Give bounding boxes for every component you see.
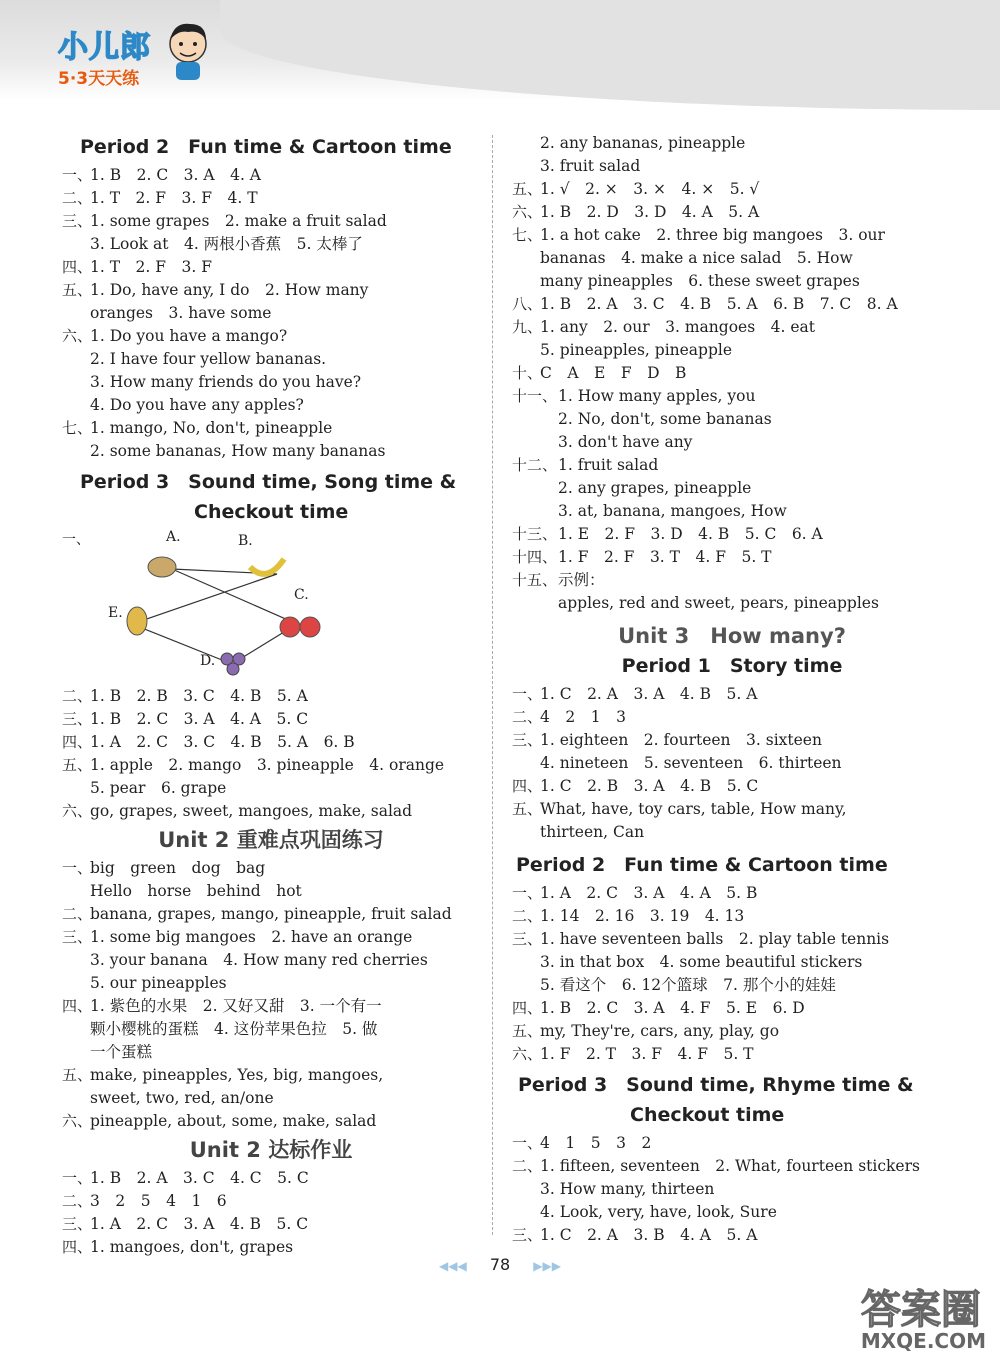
- answer-label: 三、: [512, 1226, 543, 1244]
- answer-text: 1. B 2. A 3. C 4. C 5. C: [90, 1169, 309, 1187]
- answer-row: [62, 903, 480, 926]
- answer-text: 4. nineteen 5. seventeen 6. thirteen: [540, 754, 842, 772]
- answer-text: 1. B 2. C 3. A 4. A: [90, 166, 261, 184]
- answer-text: 5. our pineapples: [90, 974, 227, 992]
- answer-text: 4 1 5 3 2: [540, 1134, 652, 1152]
- answer-row: [62, 1064, 480, 1087]
- answer-row: [62, 210, 480, 233]
- answer-text: 示例：: [558, 571, 605, 589]
- answer-row: [512, 546, 952, 569]
- answer-label: 四、: [62, 733, 93, 751]
- answer-label: 二、: [62, 1192, 93, 1210]
- prev-arrows-icon: ◀◀◀: [439, 1259, 467, 1273]
- answer-row: [62, 325, 480, 348]
- answer-label: 二、: [62, 687, 93, 705]
- answer-row: [62, 926, 480, 949]
- answer-text: 5. pear 6. grape: [90, 779, 227, 797]
- answer-row: [62, 800, 480, 823]
- answer-row: [62, 731, 480, 754]
- answer-text: 2. any grapes, pineapple: [558, 479, 752, 497]
- answer-text: 1. any 2. our 3. mangoes 4. eat: [540, 318, 816, 336]
- answer-row: [62, 279, 480, 302]
- answer-text: 1. √ 2. × 3. × 4. × 5. √: [540, 180, 760, 198]
- answer-text: 1. How many apples, you: [558, 387, 756, 405]
- answer-label: 四、: [62, 997, 93, 1015]
- left-column: [62, 130, 480, 1259]
- answer-text: 1. F 2. F 3. T 4. F 5. T: [558, 548, 772, 566]
- answer-label: 四、: [62, 1238, 93, 1256]
- answer-row: [62, 1213, 480, 1236]
- answer-text: 1. B 2. C 3. A 4. A 5. C: [90, 710, 309, 728]
- answer-text: pineapple, about, some, make, salad: [90, 1112, 377, 1130]
- answer-label: 五、: [512, 1022, 543, 1040]
- answer-label: 二、: [512, 708, 543, 726]
- period3-answers: [62, 685, 480, 823]
- period3-heading: Period 3 Sound time, Song time &: [80, 471, 457, 493]
- matching-figure: [62, 529, 480, 679]
- answer-row: [62, 187, 480, 210]
- answer-label: 三、: [62, 1215, 93, 1233]
- answer-text: 5. 看这个 6. 12个篮球 7. 那个小的娃娃: [540, 976, 836, 994]
- answer-row: [512, 247, 952, 270]
- mango-icon: [148, 557, 176, 577]
- answer-row: [62, 256, 480, 279]
- answer-text: 1. F 2. T 3. F 4. F 5. T: [540, 1045, 754, 1063]
- answer-row: [62, 1041, 480, 1064]
- apple-icon: [280, 617, 300, 637]
- answer-row: [62, 1167, 480, 1190]
- answer-label: 五、: [62, 1066, 93, 1084]
- answer-row: [512, 224, 952, 247]
- answer-label: 二、: [62, 905, 93, 923]
- answer-row: [512, 270, 952, 293]
- pineapple-icon: [127, 607, 147, 635]
- answer-label: 一、: [62, 1169, 93, 1187]
- answer-text: Hello horse behind hot: [90, 882, 302, 900]
- label-d: D.: [200, 653, 216, 669]
- answer-label: 十五、: [512, 571, 558, 589]
- answer-row: [62, 857, 480, 880]
- brand-logo: [58, 22, 151, 89]
- answer-label: 十、: [512, 364, 543, 382]
- answer-label: 四、: [512, 999, 543, 1017]
- answer-label: 二、: [512, 907, 543, 925]
- period3-heading-cont: Checkout time: [194, 501, 349, 523]
- answer-label: 七、: [512, 226, 543, 244]
- answer-text: 1. some grapes 2. make a fruit salad: [90, 212, 387, 230]
- answer-text: 1. E 2. F 3. D 4. B 5. C 6. A: [558, 525, 823, 543]
- answer-row: [512, 477, 952, 500]
- answer-row: [512, 882, 952, 905]
- answer-label: 七、: [62, 419, 93, 437]
- answer-text: go, grapes, sweet, mangoes, make, salad: [90, 802, 413, 820]
- answer-row: [62, 394, 480, 417]
- answer-row: [512, 293, 952, 316]
- label-b: B.: [238, 533, 253, 549]
- unit2-assignment-answers: [62, 1167, 480, 1259]
- answer-text: 3. at, banana, mangoes, How: [558, 502, 787, 520]
- answer-label: 三、: [62, 928, 93, 946]
- answer-text: 1. have seventeen balls 2. play table tennis: [540, 930, 890, 948]
- answer-text: 1. C 2. B 3. A 4. B 5. C: [540, 777, 759, 795]
- answer-text: 一个蛋糕: [90, 1043, 153, 1061]
- answer-row: [512, 362, 952, 385]
- next-arrows-icon: ▶▶▶: [533, 1259, 561, 1273]
- answer-label: 十一、: [512, 387, 558, 405]
- answer-row: [62, 685, 480, 708]
- unit2-assignment-heading: Unit 2 达标作业: [189, 1138, 353, 1162]
- answer-text: 1. fifteen, seventeen 2. What, fourteen stickers: [540, 1157, 920, 1175]
- answer-text: 1. A 2. C 3. A 4. A 5. B: [540, 884, 758, 902]
- answer-row: [512, 339, 952, 362]
- answer-text: 1. B 2. B 3. C 4. B 5. A: [90, 687, 308, 705]
- answer-text: 3. your banana 4. How many red cherries: [90, 951, 428, 969]
- answer-text: 3. Look at 4. 两根小香蕉 5. 太棒了: [90, 235, 363, 253]
- answer-row: [512, 997, 952, 1020]
- answer-row: [62, 754, 480, 777]
- answer-text: apples, red and sweet, pears, pineapples: [558, 594, 879, 612]
- answer-label: 一、: [512, 685, 543, 703]
- answer-label: 一、: [512, 884, 543, 902]
- answer-row: [512, 408, 952, 431]
- answer-row: [62, 302, 480, 325]
- answer-text: 1. C 2. A 3. A 4. B 5. A: [540, 685, 758, 703]
- answer-label: 三、: [62, 212, 93, 230]
- answer-text: oranges 3. have some: [90, 304, 272, 322]
- answer-label: 五、: [512, 180, 543, 198]
- answer-text: 1. some big mangoes 2. have an orange: [90, 928, 413, 946]
- answer-text: thirteen, Can: [540, 823, 645, 841]
- section-label: 一、: [62, 532, 90, 548]
- answer-label: 六、: [512, 1045, 543, 1063]
- unit3-period2-heading: Period 2 Fun time & Cartoon time: [516, 854, 888, 876]
- answer-row: [512, 1043, 952, 1066]
- period2-heading: Period 2 Fun time & Cartoon time: [80, 136, 452, 158]
- answer-text: 1. eighteen 2. fourteen 3. sixteen: [540, 731, 822, 749]
- answer-label: 八、: [512, 295, 543, 313]
- answer-text: 4 2 1 3: [540, 708, 626, 726]
- answer-text: 1. 14 2. 16 3. 19 4. 13: [540, 907, 745, 925]
- answer-row: [512, 500, 952, 523]
- answer-row: [62, 708, 480, 731]
- answer-row: [62, 440, 480, 463]
- answer-text: banana, grapes, mango, pineapple, fruit salad: [90, 905, 452, 923]
- answer-row: [512, 1132, 952, 1155]
- answer-text: 1. apple 2. mango 3. pineapple 4. orange: [90, 756, 445, 774]
- column-divider: [492, 135, 493, 1235]
- answer-row: [512, 1020, 952, 1043]
- answer-text: big green dog bag: [90, 859, 266, 877]
- answer-label: 九、: [512, 318, 543, 336]
- answer-text: sweet, two, red, an/one: [90, 1089, 274, 1107]
- answer-row: [62, 417, 480, 440]
- answer-text: 2. I have four yellow bananas.: [90, 350, 327, 368]
- answer-row: [512, 132, 952, 155]
- brand-subtitle: 5·3天天练: [58, 69, 140, 89]
- answer-text: 3. in that box 4. some beautiful stickers: [540, 953, 863, 971]
- answer-text: 3 2 5 4 1 6: [90, 1192, 227, 1210]
- answer-row: [512, 385, 952, 408]
- unit3-period1-heading: Period 1 Story time: [621, 655, 843, 677]
- unit3-period1-answers: [512, 683, 952, 844]
- answer-label: 二、: [62, 189, 93, 207]
- answer-row: [512, 1224, 952, 1247]
- answer-text: 3. How many friends do you have?: [90, 373, 362, 391]
- answer-label: 十三、: [512, 525, 558, 543]
- answer-row: [62, 880, 480, 903]
- answer-label: 四、: [512, 777, 543, 795]
- answer-row: [512, 974, 952, 997]
- answer-row: [512, 178, 952, 201]
- answer-row: [512, 316, 952, 339]
- answer-row: [512, 928, 952, 951]
- answer-text: 2. No, don't, some bananas: [558, 410, 772, 428]
- unit3-period3-heading: Period 3 Sound time, Rhyme time &: [518, 1074, 914, 1096]
- answer-text: make, pineapples, Yes, big, mangoes,: [90, 1066, 384, 1084]
- label-a: A.: [166, 529, 181, 545]
- answer-row: [512, 905, 952, 928]
- answer-label: 六、: [62, 1112, 93, 1130]
- page-footer: [0, 1255, 1000, 1274]
- answer-row: [512, 569, 952, 592]
- answer-label: 十二、: [512, 456, 558, 474]
- answer-label: 一、: [512, 1134, 543, 1152]
- answer-row: [62, 1018, 480, 1041]
- answer-label: 一、: [62, 166, 93, 184]
- unit2-review-answers: [62, 857, 480, 1133]
- unit3-period3-answers: [512, 1132, 952, 1247]
- mascot-icon: [160, 18, 216, 82]
- right-column: [512, 132, 952, 1247]
- answer-row: [512, 752, 952, 775]
- answer-row: [62, 233, 480, 256]
- answer-text: 1. Do, have any, I do 2. How many: [90, 281, 369, 299]
- answer-text: 颗小樱桃的蛋糕 4. 这份苹果色拉 5. 做: [90, 1020, 378, 1038]
- period2-answers: [62, 164, 480, 463]
- unit2-continued-answers: [512, 132, 952, 615]
- banana-icon: [250, 559, 284, 574]
- grape-icon: [221, 653, 245, 675]
- answer-row: [62, 371, 480, 394]
- answer-row: [512, 821, 952, 844]
- answer-text: 1. A 2. C 3. C 4. B 5. A 6. B: [90, 733, 355, 751]
- answer-text: 1. T 2. F 3. F: [90, 258, 212, 276]
- answer-text: 1. T 2. F 3. F 4. T: [90, 189, 258, 207]
- watermark-url: MXQE.COM: [860, 1329, 986, 1353]
- answer-label: 五、: [512, 800, 543, 818]
- answer-label: 三、: [62, 710, 93, 728]
- answer-row: [62, 1190, 480, 1213]
- answer-row: [512, 706, 952, 729]
- answer-label: 二、: [512, 1157, 543, 1175]
- answer-text: C A E F D B: [540, 364, 687, 382]
- answer-text: my, They're, cars, any, play, go: [540, 1022, 780, 1040]
- answer-row: [62, 949, 480, 972]
- answer-text: 1. fruit salad: [558, 456, 659, 474]
- answer-text: 5. pineapples, pineapple: [540, 341, 733, 359]
- answer-row: [512, 951, 952, 974]
- answer-text: 1. Do you have a mango?: [90, 327, 288, 345]
- answer-row: [512, 798, 952, 821]
- answer-label: 三、: [512, 930, 543, 948]
- watermark-logo: [861, 1278, 986, 1353]
- answer-text: 1. C 2. A 3. B 4. A 5. A: [540, 1226, 758, 1244]
- apple-icon: [300, 617, 320, 637]
- star-lines: [132, 569, 297, 664]
- answer-row: [512, 1178, 952, 1201]
- answer-row: [62, 995, 480, 1018]
- answer-row: [62, 972, 480, 995]
- answer-label: 三、: [512, 731, 543, 749]
- answer-row: [512, 1201, 952, 1224]
- answer-text: many pineapples 6. these sweet grapes: [540, 272, 860, 290]
- answer-text: 1. A 2. C 3. A 4. B 5. C: [90, 1215, 309, 1233]
- answer-text: 4. Look, very, have, look, Sure: [540, 1203, 777, 1221]
- answer-row: [512, 155, 952, 178]
- answer-text: 1. B 2. C 3. A 4. F 5. E 6. D: [540, 999, 805, 1017]
- answer-label: 五、: [62, 281, 93, 299]
- answer-text: 1. mangoes, don't, grapes: [90, 1238, 294, 1256]
- answer-text: 1. 紫色的水果 2. 又好又甜 3. 一个有一: [90, 997, 382, 1015]
- unit2-review-heading: Unit 2 重难点巩固练习: [158, 828, 384, 852]
- answer-row: [512, 683, 952, 706]
- answer-text: 1. mango, No, don't, pineapple: [90, 419, 333, 437]
- answer-text: 3. fruit salad: [540, 157, 641, 175]
- answer-row: [512, 729, 952, 752]
- answer-text: 1. a hot cake 2. three big mangoes 3. our: [540, 226, 885, 244]
- answer-text: 3. don't have any: [558, 433, 693, 451]
- answer-row: [512, 523, 952, 546]
- answer-label: 一、: [62, 859, 93, 877]
- answer-row: [62, 164, 480, 187]
- answer-label: 五、: [62, 756, 93, 774]
- answer-label: 十四、: [512, 548, 558, 566]
- label-e: E.: [108, 605, 123, 621]
- answer-row: [512, 775, 952, 798]
- answer-label: 六、: [62, 802, 93, 820]
- page-number: 78: [489, 1255, 511, 1274]
- answer-row: [62, 348, 480, 371]
- answer-text: bananas 4. make a nice salad 5. How: [540, 249, 853, 267]
- watermark-text: 答案圈: [860, 1287, 981, 1333]
- answer-row: [512, 1155, 952, 1178]
- answer-text: 1. B 2. D 3. D 4. A 5. A: [540, 203, 760, 221]
- answer-label: 四、: [62, 258, 93, 276]
- answer-row: [512, 454, 952, 477]
- unit3-period2-answers: [512, 882, 952, 1066]
- answer-row: [62, 777, 480, 800]
- answer-row: [512, 592, 952, 615]
- label-c: C.: [294, 587, 309, 603]
- answer-text: 3. How many, thirteen: [540, 1180, 715, 1198]
- unit3-heading: Unit 3 How many?: [618, 624, 846, 648]
- answer-label: 六、: [512, 203, 543, 221]
- answer-row: [512, 431, 952, 454]
- unit3-period3-heading-cont: Checkout time: [630, 1104, 785, 1126]
- answer-text: What, have, toy cars, table, How many,: [540, 800, 847, 818]
- answer-row: [62, 1087, 480, 1110]
- answer-label: 六、: [62, 327, 93, 345]
- answer-row: [512, 201, 952, 224]
- answer-row: [62, 1110, 480, 1133]
- answer-text: 2. any bananas, pineapple: [540, 134, 746, 152]
- answer-text: 4. Do you have any apples?: [90, 396, 304, 414]
- answer-text: 1. B 2. A 3. C 4. B 5. A 6. B 7. C 8. A: [540, 295, 898, 313]
- answer-text: 2. some bananas, How many bananas: [90, 442, 386, 460]
- brand-name: 小儿郎: [58, 30, 151, 65]
